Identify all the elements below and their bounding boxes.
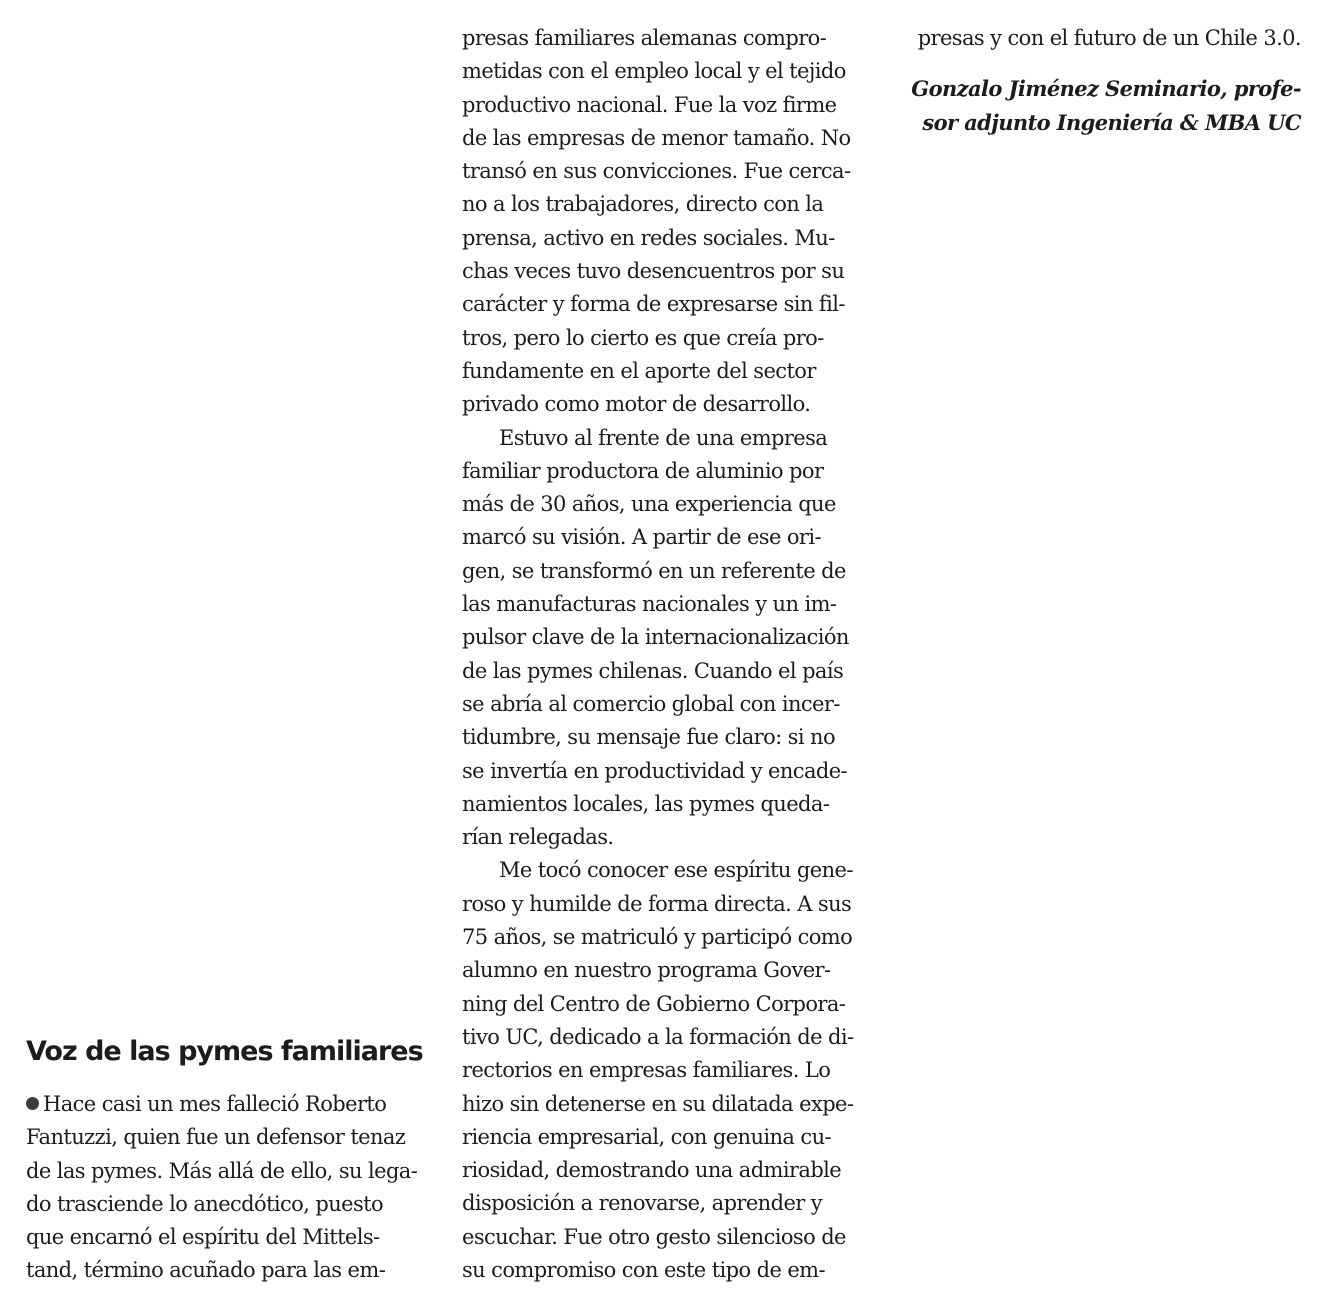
body-line: no a los trabajadores, directo con la [462, 192, 824, 217]
body-line: transó en sus convicciones. Fue cerca- [462, 159, 851, 184]
body-line: productivo nacional. Fue la voz firme [462, 92, 837, 117]
body-line: escuchar. Fue otro gesto silencioso de [462, 1224, 846, 1249]
body-line: privado como motor de desarrollo. [462, 392, 811, 417]
body-line: riencia empresarial, con genuina cu- [462, 1124, 832, 1149]
body-line: prensa, activo en redes sociales. Mu- [462, 225, 835, 250]
body-line: hizo sin detenerse en su dilatada expe- [462, 1091, 854, 1116]
body-line: tidumbre, su mensaje fue claro: si no [462, 725, 836, 750]
body-line: namientos locales, las pymes queda- [462, 791, 830, 816]
column-right [896, 22, 1301, 139]
body-line: Estuvo al frente de una empresa [499, 425, 828, 450]
body-line: familiar productora de aluminio por [462, 458, 824, 483]
body-line: do trasciende lo anecdótico, puesto [26, 1191, 384, 1216]
author-signature [896, 72, 1301, 139]
body-line: metidas con el empleo local y el tejido [462, 59, 846, 84]
body-line-text: Hace casi un mes falleció Roberto [43, 1092, 387, 1116]
body-line: que encarnó el espíritu del Mittels- [26, 1225, 380, 1250]
body-line: de las pymes. Más allá de ello, su lega- [26, 1158, 418, 1183]
signature-line: Gonzalo Jiménez Seminario, profe- [911, 76, 1301, 102]
body-line: pulsor clave de la internacionalización [462, 625, 849, 650]
body-line [26, 1088, 431, 1121]
signature-line: sor adjunto Ingeniería & MBA UC [922, 109, 1301, 135]
body-line: tand, término acuñado para las em- [26, 1258, 386, 1283]
body-line: Me tocó conocer ese espíritu gene- [499, 858, 853, 883]
body-line: Fantuzzi, quien fue un defensor tenaz [26, 1125, 406, 1150]
body-line: tros, pero lo cierto es que creía pro- [462, 325, 824, 350]
bullet-icon [26, 1097, 39, 1110]
paragraph [462, 854, 864, 1287]
paragraph [462, 422, 864, 855]
column-middle [462, 22, 864, 1287]
body-line: se abría al comercio global con incer- [462, 691, 840, 716]
body-line: de las empresas de menor tamaño. No [462, 125, 851, 150]
body-line: su compromiso con este tipo de em- [462, 1257, 825, 1282]
body-line: marcó su visión. A partir de ese ori- [462, 525, 821, 550]
body-line: de las pymes chilenas. Cuando el país [462, 658, 844, 683]
body-line: carácter y forma de expresarse sin fil- [462, 292, 845, 317]
body-line: fundamente en el aporte del sector [462, 358, 816, 383]
body-line: presas familiares alemanas compro- [462, 26, 827, 50]
body-line: riosidad, demostrando una admirable [462, 1158, 842, 1183]
body-line: tivo UC, dedicado a la formación de di- [462, 1024, 854, 1049]
body-line: 75 años, se matriculó y participó como [462, 925, 853, 950]
body-line: presas y con el futuro de un Chile 3.0. [917, 26, 1301, 50]
body-line: gen, se transformó en un referente de [462, 558, 846, 583]
body-line: más de 30 años, una experiencia que [462, 492, 836, 517]
body-line: ning del Centro de Gobierno Corpora- [462, 991, 846, 1016]
body-line: disposición a renovarse, aprender y [462, 1191, 823, 1216]
body-line: se invertía en productividad y encade- [462, 758, 848, 783]
body-line: rían relegadas. [462, 825, 614, 850]
column-left [26, 1088, 431, 1288]
paragraph [462, 22, 864, 422]
body-line: alumno en nuestro programa Gover- [462, 958, 831, 983]
body-line: roso y humilde de forma directa. A sus [462, 891, 852, 916]
body-line: las manufacturas nacionales y un im- [462, 592, 837, 617]
article-headline: Voz de las pymes familiares [26, 1036, 423, 1068]
body-line: rectorios en empresas familiares. Lo [462, 1058, 831, 1083]
body-line: chas veces tuvo desencuentros por su [462, 259, 845, 284]
